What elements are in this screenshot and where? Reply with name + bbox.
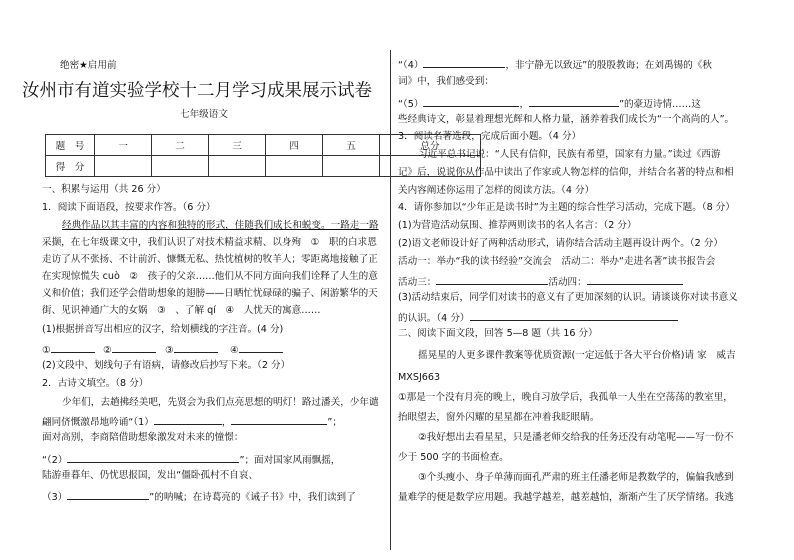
answer-blank[interactable] [67,489,149,500]
blank-label: ② [103,345,112,356]
blank-label: ④ [230,345,239,356]
fill-text: （3） [42,492,68,503]
answer-blank[interactable] [423,96,519,107]
score-cell: 一 [95,135,152,156]
answer-blank[interactable] [67,452,239,463]
passage-line [42,489,356,504]
exam-title: 汝州市有道实验学校十二月学习成果展示试卷 [22,81,372,101]
fill-text: “（2） [42,455,68,466]
fill-text: ， [221,417,232,428]
passage-line: 采撷，在七年级课文中，我们认识了对技术精益求精、以身殉 ① 职的白求恩 [42,237,377,248]
column-divider [390,50,391,550]
answer-blank[interactable] [529,96,619,107]
blank-label: ① [42,345,51,356]
blank-label: ③ [165,345,174,356]
passage-line: 义和价值；我们还学会借助想象的翅膀——日晒忙忧碌碌的骗子、闲游繁华的天 [42,288,378,299]
passage-line: 在实现惊慌失 cuò ② 孩子的父亲……他们从不同方面向我们诠释了人生的意 [42,271,378,282]
activity-line: 活动一：举办“我的读书经验”交流会 活动二：举办“走进名著”读书报告会 [398,256,716,267]
passage-line: 面对高别，李商陪借助想象激发对未来的憧憬： [42,432,244,443]
answer-blank[interactable] [423,57,505,68]
question-2: 2．古诗文填空。（8 分） [42,378,149,389]
blank-4[interactable] [230,342,283,357]
passage-line: ①那是一个没有月亮的晚上，晚自习放学后，我孤单一人坐在空荡荡的教室里， [398,392,733,403]
passage-line: 陆游垂暮年、仍忧思报国，发出“僵卧孤村不自哀、 [42,470,259,481]
passage-line: 走访了从不张扬、不计前沂、慷慨无私、热忱植树的牧羊人；零距离地接触了正 [42,254,378,265]
fill-text: ”的豪迈诗情……这 [619,99,701,110]
score-cell: 四 [266,135,323,156]
score-cell: 二 [152,135,209,156]
question-1: 1．阅读下面语段，按要求作答。（6 分） [42,202,216,213]
section-1-heading: 一、积累与运用（共 26 分） [42,184,166,195]
passage-line [42,414,342,429]
answer-blank[interactable] [587,274,683,285]
fill-text: “（5） [398,99,424,110]
fill-text: ， [519,99,530,110]
passage-line: 习近平总书记说：“人民有信仰，民族有希望，国家有力量。”读过《西游 [418,149,721,160]
subquestion-1-1: (1)根据拼音写出相应的汉字，给划横线的字注音。(4 分) [42,324,284,335]
blank-2[interactable] [103,342,156,357]
subquestion-1-2: (2)文段中、划线句子有语病，请修改后抄写下来。（2 分） [42,360,291,371]
passage-line [62,220,379,232]
passage-line: MXSJ663 [398,372,441,383]
score-input-cell[interactable] [152,156,209,177]
subquestion-4-3: (3)活动结束后，同学们对读书的意义有了更加深刻的认识。请谈谈你对读书意义 [398,292,738,303]
section-2-heading: 二、阅读下面文段，回答 5—8 题（共 16 分） [398,328,598,339]
passage-line [398,57,712,72]
fill-text: 的认识。（4 分） [398,313,470,324]
passage-line: 些经典诗文，彰显着理想光辉和人格力量，涵养着我们成长为“一个高尚的人”。 [398,114,735,125]
activity-line [398,274,683,289]
answer-blank[interactable] [231,414,327,425]
fill-text: ”的呐喊；在诗葛亮的《诫子书》中，我们读到了 [149,492,356,503]
fill-text: 活动四： [548,277,587,288]
score-cell: 五 [323,135,380,156]
answer-blank[interactable] [436,274,548,285]
blank-1[interactable] [42,342,95,357]
passage-line: 少年们，去趟拂经美吧，先贤会为我们点亮思想的明灯！路过潘关，少年谴 [62,397,379,408]
fill-text: 活动三： [398,277,437,288]
passage-line: 抬眼望去，窗外闪耀的星星都在冲着我眨眼睛。 [398,412,600,423]
passage-line: 摇晃星的人更多课件教案等优质资源(一定远低于各大平台价格)请 家 威吉 [418,350,736,361]
passage-line: 街、见识神通广大的女娲 ③ 、了解 qí ④ 人忧天的寓意…… [42,305,321,316]
passage-line [398,96,701,111]
score-cell: 题 号 [46,135,95,156]
grade-subject: 七年级语文 [180,109,228,120]
passage-line [398,310,678,325]
fill-text: 翩同侪慨激昂地吟诵“（1） [42,417,154,428]
score-input-cell[interactable] [95,156,152,177]
passage-line: 记》后，说说你从作品中读出了作家或人物怎样的信仰，并结合名著的特点和相 [398,167,734,178]
score-input-cell[interactable] [266,156,323,177]
passage-line: ③个头瘦小、身子单薄而面孔严肃的班主任潘老师是教数学的，偏偏我感到 [418,472,734,483]
passage-line [42,452,340,467]
subquestion-4-1: (1)为营造活动氛围、推荐两则读书的名人名言：（2 分） [398,220,637,231]
score-cell: 三 [209,135,266,156]
passage-line: 少于 500 字的书面检查。 [398,452,509,463]
score-cell: 总分 [380,135,481,156]
score-cell: 得 分 [46,156,95,177]
fill-text: ”；面对国家风雨飘摇， [239,455,341,466]
blank-3[interactable] [165,342,218,357]
score-input-cell[interactable] [323,156,380,177]
fill-text: ，非宁静无以致远”的殷殷教诲；在刘禹锡的《秋 [505,60,712,71]
passage-line: 关内容阐述你运用了怎样的阅读方法。（4 分） [398,185,595,196]
secret-mark: 绝密★启用前 [60,60,117,71]
fill-text: “（4） [398,60,424,71]
passage-line: ②我好想出去看星星，只是潘老师交给我的任务还没有动笔呢——写一份不 [418,432,734,443]
passage-line: 词》中，我们感受到： [398,76,494,87]
subquestion-4-2: (2)语文老师设计好了两种活动形式，请你结合活动主题再设计两个。（2 分） [398,238,723,249]
passage-line: 量难学的便是数学应用题。我越学越差，越差越怕，渐渐产生了厌学情绪。我逃 [398,492,734,503]
question-4: 4．请你参加以“少年正是读书时”为主题的综合性学习活动，完成下题。（8 分） [398,202,735,213]
question-3: 3．阅读名著选段，完成后面小题。（4 分） [398,131,582,142]
score-input-cell[interactable] [209,156,266,177]
fill-text: ”； [327,417,342,428]
passage-underlined-sentence: 经典作品以其丰富的内容和独特的形式，佳随我们成长和蜕变。一路走一路 [62,220,379,231]
answer-blank[interactable] [470,310,678,321]
answer-blank[interactable] [154,414,222,425]
